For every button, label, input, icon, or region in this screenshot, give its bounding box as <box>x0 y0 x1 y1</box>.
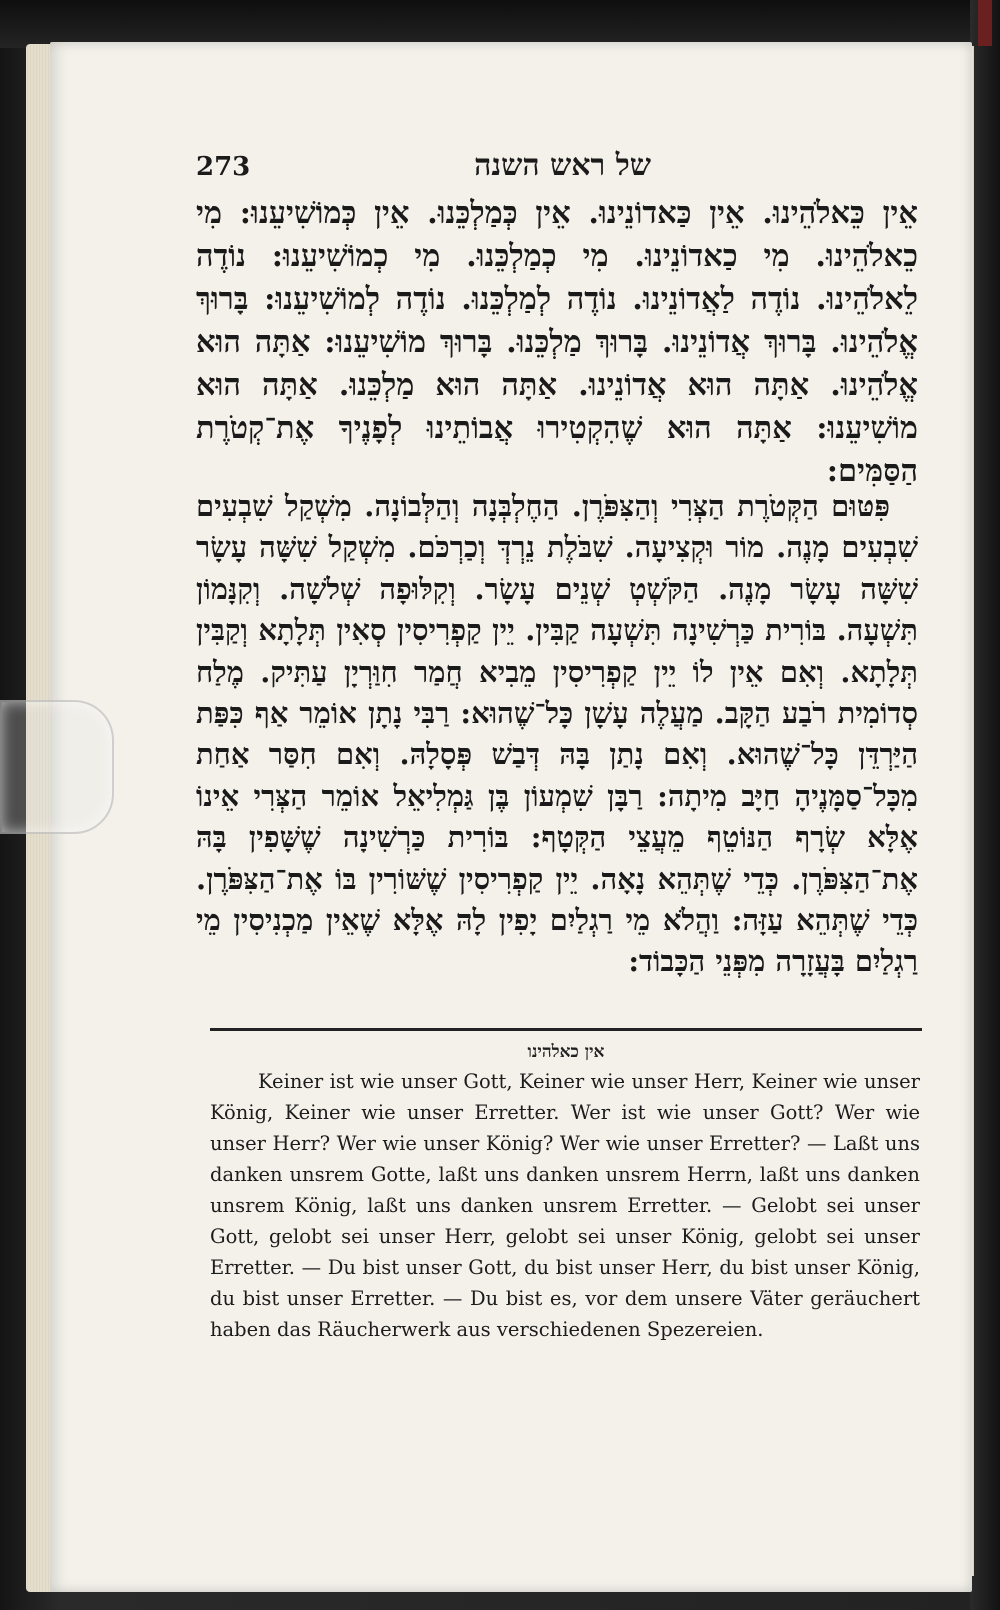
hebrew-text: אֵין כֵּאלֹהֵינוּ. אֵין כַּאדוֹנֵינוּ. אֵין כְּמַלְכֵּנוּ. אֵין כְּמוֹשִׁיעֵנוּ: מִי כֵאלֹהֵינוּ. מִי כַאדוֹנֵינוּ. מִי כְמַלְכֵּנוּ. מִי כְמוֹשִׁיעֵנוּ: נוֹדֶה לֵאלֹהֵינוּ. נוֹדֶה לַאֲדוֹנֵינוּ. נוֹדֶה לְמַלְכֵּנוּ. נוֹדֶה לְמוֹשִׁיעֵנוּ: בָּרוּךְ אֱלֹהֵינוּ. בָּרוּךְ אֲדוֹנֵינוּ. בָּרוּךְ מַלְכֵּנוּ. בָּרוּךְ מוֹשִׁיעֵנוּ: אַתָּה הוּא אֱלֹהֵינוּ. אַתָּה הוּא אֲדוֹנֵינוּ. אַתָּה הוּא מַלְכֵּנוּ. אַתָּה הוּא מוֹשִׁיעֵנוּ: אַתָּה הוּא שֶׁהִקְטִירוּ אֲבוֹתֵינוּ לְפָנֶיךָ אֶת־קְטֹרֶת הַסַּמִּים: <box>196 195 918 489</box>
page-header <box>196 150 916 190</box>
footnote-divider <box>210 1028 922 1031</box>
footnote-translation: Keiner ist wie unser Gott, Keiner wie unser Herr, Keiner wie unser König, Keiner wie unser Erretter. Wer ist wie unser Gott? Wer wie unser Herr? Wer wie unser König? Wer wie unser Erretter? — Laßt uns danken unsrem Gotte, laßt uns danken unsrem Herrn, laßt uns danken unsrem König, laßt uns danken unsrem Erretter. — Gelobt sei unser Gott, gelobt sei unser Herr, gelobt sei unser König, gelobt sei unser Erretter. — Du bist unser Gott, du bist unser Herr, du bist unser König, du bist unser Erretter. — Du bist es, vor dem unsere Väter geräuchert haben das Räucherwerk aus verschiedenen Spezereien. <box>210 1070 920 1341</box>
plastic-page-marker <box>0 700 114 834</box>
hebrew-paragraph-ein-keloheinu <box>196 192 918 493</box>
book-cover-right <box>970 0 1000 1610</box>
hebrew-paragraph-pitum-haketoret <box>196 486 918 983</box>
hebrew-text: פִּטּוּם הַקְּטֹרֶת הַצְּרִי וְהַצִּפֹּרֶן. הַחֶלְבְּנָה וְהַלְּבוֹנָה. מִשְׁקַל שִׁבְעִים שִׁבְעִים מָנֶה. מוֹר וּקְצִיעָה. שִׁבֹּלֶת נֵרְדְּ וְכַרְכֹּם. מִשְׁקַל שִׁשָּׁה עָשָׂר שִׁשָּׁה עָשָׂר מָנֶה. הַקֹּשְׁטְ שְׁנֵים עָשָׂר. וְקִלּוּפָה שְׁלשָׁה. וְקִנָּמוֹן תִּשְׁעָה. בּוֹרִית כַּרְשִׁינָה תִּשְׁעָה קַבִּין. יֵין קַפְרִיסִין סְאִין תְּלָתָא וְקַבִּין תְּלָתָא. וְאִם אֵין לוֹ יֵין קַפְרִיסִין מֵבִיא חֲמַר חִוַּרְיָן עַתִּיק. מֶלַח סְדוֹמִית רֹבַע הַקָּב. מַעֲלֶה עָשָׁן כָּל־שֶׁהוּא: רַבִּי נָתָן אוֹמֵר אַף כִּפַּת הַיַּרְדֵּן כָּל־שֶׁהוּא. וְאִם נָתַן בָּהּ דְּבַשׁ פְּסָלָהּ. וְאִם חִסַּר אַחַת מִכָּל־סַמָּנֶיהָ חַיָּב מִיתָה: רַבָּן שִׁמְעוֹן בֶּן גַּמְלִיאֵל אוֹמֵר הַצְּרִי אֵינוֹ אֶלָּא שְׂרָף הַנּוֹטֵף מֵעֲצֵי הַקְּטָף: בּוֹרִית כַּרְשִׁינָה שֶׁשָּׁפִין בָּהּ אֶת־הַצִּפֹּרֶן. כְּדֵי שֶׁתְּהֵא נָאָה. יֵין קַפְרִיסִין שֶׁשּׁוֹרִין בּוֹ אֶת־הַצִּפֹּרֶן. כְּדֵי שֶׁתְּהֵא עַזָּה: וַהֲלֹא מֵי רַגְלַיִם יָפִין לָהּ אֶלָּא שֶׁאֵין מַכְנִיסִין מֵי רַגְלַיִם בָּעֲזָרָה מִפְּנֵי הַכָּבוֹד: <box>196 489 918 979</box>
page-number: 273 <box>196 152 251 182</box>
running-head: של ראש השנה <box>474 148 651 183</box>
book-cover-top <box>0 0 1000 48</box>
red-page-edge <box>978 0 992 46</box>
footnote-heading: אין כאלהינו <box>527 1042 605 1062</box>
